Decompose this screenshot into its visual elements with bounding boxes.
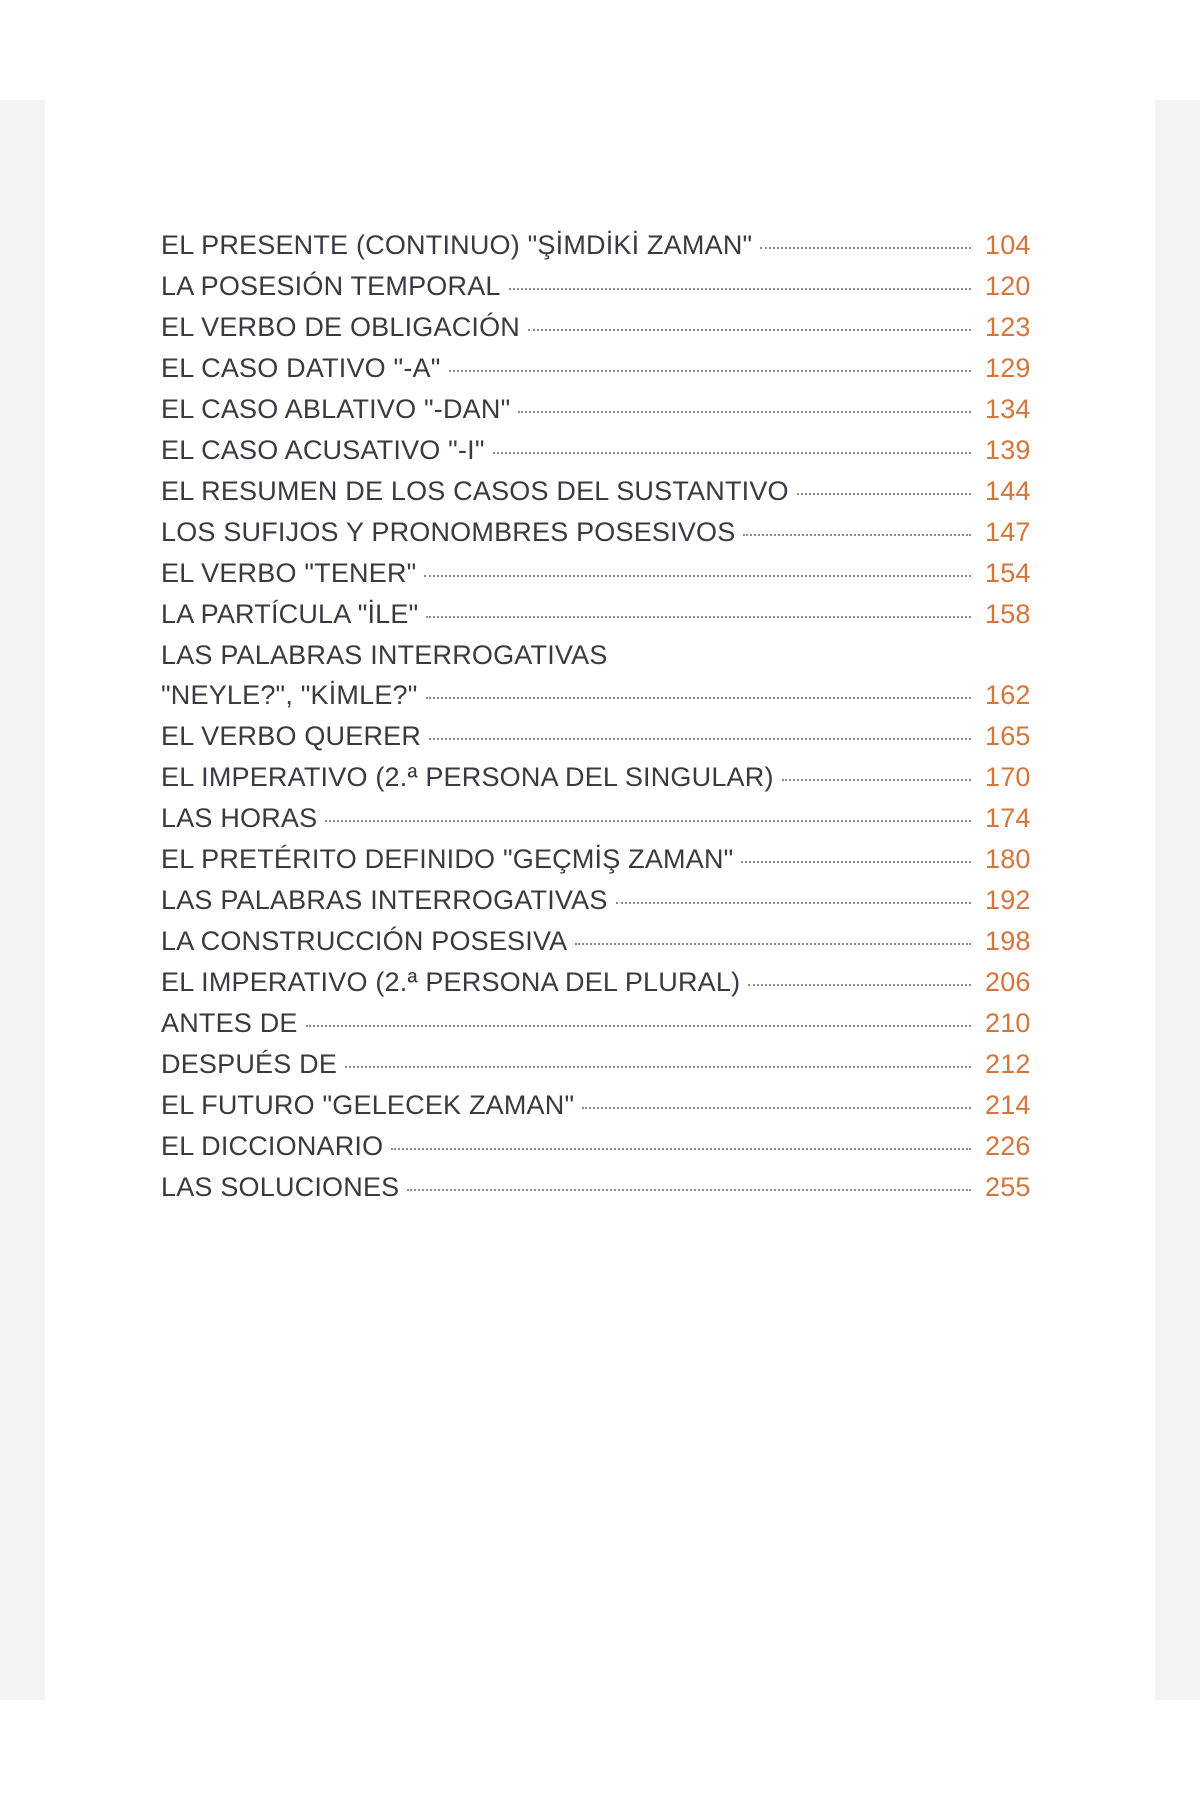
toc-entry-title: LA POSESIÓN TEMPORAL — [161, 271, 501, 301]
toc-entry-title: EL VERBO "TENER" — [161, 558, 417, 588]
toc-leader-dots — [509, 287, 971, 290]
toc-entry-title: "NEYLE?", "KİMLE?" — [161, 680, 418, 710]
toc-leader-dots — [575, 942, 971, 945]
toc-leader-dots — [426, 615, 971, 618]
toc-entry[interactable] — [161, 517, 1041, 558]
toc-entry[interactable] — [161, 967, 1041, 1008]
toc-entry[interactable] — [161, 271, 1041, 312]
toc-entry-page: 129 — [985, 353, 1031, 383]
toc-leader-dots — [306, 1024, 971, 1027]
toc-entry-page: 180 — [985, 844, 1031, 874]
toc-entry-page: 120 — [985, 271, 1031, 301]
toc-leader-dots — [616, 901, 971, 904]
toc-entry-title: LAS SOLUCIONES — [161, 1172, 400, 1202]
toc-entry-page: 165 — [985, 721, 1031, 751]
toc-entry-page: 210 — [985, 1008, 1031, 1038]
toc-entry-title: EL PRETÉRITO DEFINIDO "GEÇMİŞ ZAMAN" — [161, 844, 734, 874]
toc-entry-page: 139 — [985, 435, 1031, 465]
toc-leader-dots — [493, 451, 971, 454]
toc-entry-page: 162 — [985, 680, 1031, 710]
toc-leader-dots — [760, 246, 971, 249]
toc-entry-title: EL PRESENTE (CONTINUO) "ŞİMDİKİ ZAMAN" — [161, 230, 753, 260]
toc-entry-title: EL DICCIONARIO — [161, 1131, 384, 1161]
toc-entry[interactable] — [161, 803, 1041, 844]
toc-entry-title: LA PARTÍCULA "İLE" — [161, 599, 419, 629]
toc-entry-page: 255 — [985, 1172, 1031, 1202]
toc-entry-title: EL RESUMEN DE LOS CASOS DEL SUSTANTIVO — [161, 476, 789, 506]
toc-entry[interactable] — [161, 394, 1041, 435]
toc-entry-page: 170 — [985, 762, 1031, 792]
toc-entry-page: 212 — [985, 1049, 1031, 1079]
toc-leader-dots — [345, 1065, 971, 1068]
toc-entry-title: EL VERBO QUERER — [161, 721, 422, 751]
table-of-contents — [161, 230, 1041, 1213]
toc-entry-page: 134 — [985, 394, 1031, 424]
toc-entry-page: 214 — [985, 1090, 1031, 1120]
toc-entry[interactable] — [161, 599, 1041, 640]
toc-entry[interactable] — [161, 353, 1041, 394]
toc-entry-title: EL IMPERATIVO (2.ª PERSONA DEL PLURAL) — [161, 967, 741, 997]
toc-entry-page: 192 — [985, 885, 1031, 915]
toc-entry-page: 104 — [985, 230, 1031, 260]
toc-entry-title: EL CASO ABLATIVO "-DAN" — [161, 394, 511, 424]
toc-entry[interactable] — [161, 762, 1041, 803]
toc-entry-title: EL VERBO DE OBLIGACIÓN — [161, 312, 520, 342]
toc-entry[interactable] — [161, 230, 1041, 271]
toc-leader-dots — [743, 533, 971, 536]
toc-entry[interactable] — [161, 885, 1041, 926]
toc-entry[interactable] — [161, 1049, 1041, 1090]
toc-entry-page: 174 — [985, 803, 1031, 833]
toc-entry-page: 144 — [985, 476, 1031, 506]
toc-entry[interactable] — [161, 844, 1041, 885]
toc-entry[interactable] — [161, 1008, 1041, 1049]
toc-leader-dots — [407, 1188, 971, 1191]
toc-entry[interactable] — [161, 558, 1041, 599]
toc-leader-dots — [429, 737, 971, 740]
toc-entry-title: LAS HORAS — [161, 803, 318, 833]
toc-entry[interactable] — [161, 312, 1041, 353]
toc-entry-heading-line[interactable] — [161, 640, 1041, 680]
toc-entry-title: EL FUTURO "GELECEK ZAMAN" — [161, 1090, 575, 1120]
toc-entry[interactable] — [161, 435, 1041, 476]
toc-entry[interactable] — [161, 680, 1041, 721]
toc-entry[interactable] — [161, 721, 1041, 762]
toc-entry-title: DESPUÉS DE — [161, 1049, 338, 1079]
toc-leader-dots — [782, 778, 971, 781]
toc-entry-title: LAS PALABRAS INTERROGATIVAS — [161, 640, 608, 670]
toc-leader-dots — [582, 1106, 971, 1109]
toc-entry-title: EL CASO ACUSATIVO "-I" — [161, 435, 485, 465]
toc-entry-page: 154 — [985, 558, 1031, 588]
toc-entry-page: 147 — [985, 517, 1031, 547]
toc-leader-dots — [748, 983, 971, 986]
toc-leader-dots — [391, 1147, 971, 1150]
toc-entry[interactable] — [161, 1131, 1041, 1172]
toc-entry-page: 158 — [985, 599, 1031, 629]
toc-entry-title: LOS SUFIJOS Y PRONOMBRES POSESIVOS — [161, 517, 736, 547]
toc-entry[interactable] — [161, 1090, 1041, 1131]
toc-leader-dots — [424, 574, 971, 577]
toc-entry-page: 198 — [985, 926, 1031, 956]
toc-entry[interactable] — [161, 476, 1041, 517]
toc-entry[interactable] — [161, 1172, 1041, 1213]
toc-leader-dots — [797, 492, 971, 495]
toc-leader-dots — [518, 410, 971, 413]
toc-entry-title: EL IMPERATIVO (2.ª PERSONA DEL SINGULAR) — [161, 762, 774, 792]
toc-leader-dots — [426, 696, 971, 699]
toc-leader-dots — [449, 369, 971, 372]
toc-entry-page: 206 — [985, 967, 1031, 997]
toc-entry-title: LA CONSTRUCCIÓN POSESIVA — [161, 926, 568, 956]
toc-entry-title: EL CASO DATIVO "-A" — [161, 353, 441, 383]
document-page — [45, 100, 1155, 1700]
toc-entry[interactable] — [161, 926, 1041, 967]
toc-leader-dots — [528, 328, 971, 331]
toc-entry-title: ANTES DE — [161, 1008, 298, 1038]
toc-entry-page: 226 — [985, 1131, 1031, 1161]
toc-leader-dots — [325, 819, 971, 822]
toc-leader-dots — [741, 860, 971, 863]
toc-entry-page: 123 — [985, 312, 1031, 342]
toc-entry-title: LAS PALABRAS INTERROGATIVAS — [161, 885, 608, 915]
